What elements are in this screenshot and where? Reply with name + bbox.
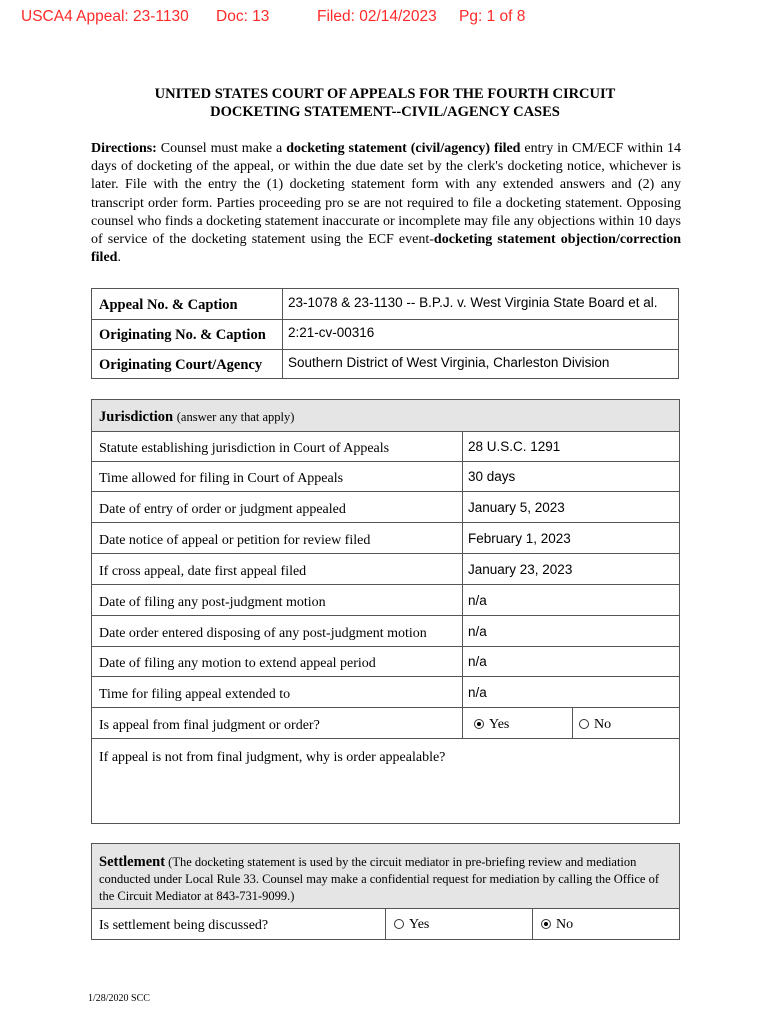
ecf-filed-date: Filed: 02/14/2023	[317, 8, 437, 25]
judgment-date-field[interactable]: January 5, 2023	[468, 500, 565, 515]
notice-date-field[interactable]: February 1, 2023	[468, 531, 571, 546]
radio-unselected-icon[interactable]	[394, 919, 404, 929]
jurisdiction-heading: Jurisdiction	[99, 409, 174, 425]
extended-time-field[interactable]: n/a	[468, 685, 487, 700]
caption-row-originating-court	[92, 349, 678, 379]
caption-table	[91, 288, 679, 379]
directions-bold-1: docketing statement (civil/agency) filed	[286, 141, 521, 156]
caption-row-originating-no	[92, 319, 678, 350]
radio-selected-icon[interactable]	[541, 919, 551, 929]
settlement-header	[92, 844, 679, 909]
row-label: If cross appeal, date first appeal filed	[99, 564, 307, 579]
cross-appeal-date-field[interactable]: January 23, 2023	[468, 562, 573, 577]
jurisdiction-row	[92, 646, 679, 677]
final-judgment-yes-option[interactable]	[474, 717, 509, 733]
appealable-reason-label: If appeal is not from final judgment, why is order appealable?	[99, 750, 446, 765]
settlement-no-option[interactable]	[541, 917, 573, 933]
motion-disposed-date-field[interactable]: n/a	[468, 624, 487, 639]
jurisdiction-row	[92, 431, 679, 462]
post-judgment-motion-field[interactable]: n/a	[468, 593, 487, 608]
directions-text-3: .	[117, 250, 121, 266]
radio-selected-icon[interactable]	[474, 719, 484, 729]
jurisdiction-section	[91, 399, 680, 824]
time-allowed-field[interactable]: 30 days	[468, 469, 516, 484]
caption-row-appeal	[92, 289, 678, 320]
row-label: Date of filing any post-judgment motion	[99, 595, 326, 610]
form-revision-footer: 1/28/2020 SCC	[88, 993, 150, 1004]
caption-label: Originating Court/Agency	[99, 357, 263, 373]
settlement-yes-option[interactable]	[394, 917, 429, 933]
final-judgment-row	[92, 708, 679, 739]
row-label: Date notice of appeal or petition for review filed	[99, 533, 371, 548]
row-label: Date order entered disposing of any post-judgment motion	[99, 626, 427, 641]
jurisdiction-header	[92, 400, 679, 432]
row-label: Date of entry of order or judgment appealed	[99, 502, 346, 517]
row-label: Date of filing any motion to extend appeal period	[99, 656, 376, 671]
row-label: Time for filing appeal extended to	[99, 687, 291, 702]
ecf-appeal-number: USCA4 Appeal: 23-1130	[21, 8, 189, 25]
jurisdiction-row	[92, 616, 679, 647]
row-label: Time allowed for filing in Court of Appeals	[99, 471, 344, 486]
settlement-heading: Settlement	[99, 854, 166, 870]
directions-text-1: Counsel must make a	[156, 141, 287, 156]
caption-label: Appeal No. & Caption	[99, 297, 238, 313]
row-label: Is appeal from final judgment or order?	[99, 718, 320, 733]
jurisdiction-row	[92, 461, 679, 492]
ecf-page-count: Pg: 1 of 8	[459, 8, 526, 25]
jurisdiction-row	[92, 492, 679, 523]
originating-no-field[interactable]: 2:21-cv-00316	[288, 325, 375, 340]
originating-court-field[interactable]: Southern District of West Virginia, Charleston Division	[288, 355, 610, 370]
jurisdiction-note: (answer any that apply)	[176, 410, 295, 424]
jurisdiction-row	[92, 677, 679, 708]
jurisdiction-row	[92, 585, 679, 616]
option-label: Yes	[409, 917, 430, 932]
option-label: No	[594, 717, 612, 732]
option-label: No	[556, 917, 574, 932]
extend-motion-date-field[interactable]: n/a	[468, 654, 487, 669]
appeal-caption-field[interactable]: 23-1078 & 23-1130 -- B.P.J. v. West Virginia State Board et al.	[288, 295, 658, 310]
document-title	[0, 85, 770, 121]
title-line-2: DOCKETING STATEMENT--CIVIL/AGENCY CASES	[210, 104, 560, 120]
caption-label: Originating No. & Caption	[99, 327, 266, 343]
final-judgment-no-option[interactable]	[579, 717, 611, 733]
settlement-question: Is settlement being discussed?	[99, 918, 269, 933]
settlement-section	[91, 843, 680, 940]
ecf-doc-number: Doc: 13	[216, 8, 270, 25]
directions-label: Directions:	[91, 141, 157, 156]
radio-unselected-icon[interactable]	[579, 719, 589, 729]
option-label: Yes	[489, 717, 510, 732]
directions-paragraph	[91, 140, 681, 267]
directions-bold-2: docketing statement objection/correction filed	[91, 232, 682, 266]
jurisdiction-row	[92, 554, 679, 585]
jurisdiction-row	[92, 523, 679, 554]
settlement-text: (The docketing statement is used by the circuit mediator in pre-briefing review and mediation conducted under Local Rule 33. Counsel may make a confidential request for mediation by calling the Office of the Circuit Mediator at 843-731-9099.)	[99, 855, 660, 903]
row-label: Statute establishing jurisdiction in Court of Appeals	[99, 441, 390, 456]
directions-text-2: entry in CM/ECF within 14 days of docketing of the appeal, or within the due date set by the clerk's docketing notice, whichever is later. File with the entry the (1) docketing statement form with any extended answers and (2) any transcript order form. Parties proceeding pro se are not required to file a docketing statement. Opposing counsel who finds a docketing statement inaccurate or incomplete may file any objections within 10 days of service of the docketing statement using the ECF event-	[91, 141, 682, 248]
title-line-1: UNITED STATES COURT OF APPEALS FOR THE FOURTH CIRCUIT	[154, 86, 616, 102]
statute-field[interactable]: 28 U.S.C. 1291	[468, 439, 561, 454]
settlement-question-row	[92, 908, 679, 939]
